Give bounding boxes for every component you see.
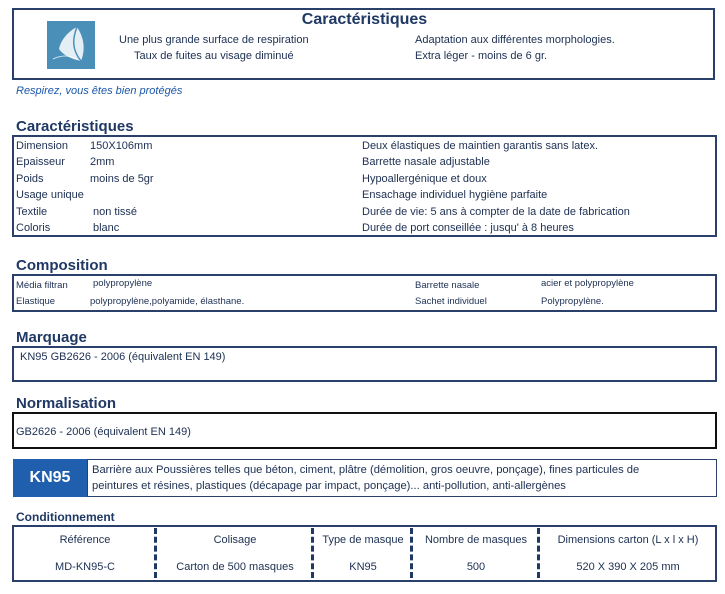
cond-divider — [537, 528, 540, 578]
spec-label-epaisseur: Epaisseur — [16, 156, 65, 168]
spec-right-2: Barrette nasale adjustable — [362, 156, 490, 168]
spec-right-4: Ensachage individuel hygiène parfaite — [362, 189, 548, 201]
cond-header-reference: Référence — [59, 534, 111, 546]
cond-value-nombre: 500 — [466, 561, 486, 573]
cond-value-type: KN95 — [349, 561, 377, 573]
tagline: Respirez, vous êtes bien protégés — [16, 85, 183, 97]
comp-label-sachet: Sachet individuel — [415, 296, 487, 307]
comp-value-media: polypropylène — [93, 278, 153, 289]
cond-header-type: Type de masque — [322, 534, 404, 546]
comp-value-sachet: Polypropylène. — [541, 296, 604, 307]
spec-label-poids: Poids — [16, 173, 44, 185]
kn95-badge-label: KN95 — [29, 469, 71, 486]
spec-value-dimension: 150X106mm — [90, 140, 153, 152]
spec-value-textile: non tissé — [93, 206, 138, 218]
spec-label-coloris: Coloris — [16, 222, 51, 234]
feature-3: Adaptation aux différentes morphologies. — [415, 34, 615, 46]
cond-value-dimensions: 520 X 390 X 205 mm — [576, 561, 680, 573]
section-title-features: Caractéristiques — [301, 11, 428, 28]
comp-value-barrette: acier et polypropylène — [541, 278, 634, 289]
spec-value-coloris: blanc — [93, 222, 120, 234]
feature-4: Extra léger - moins de 6 gr. — [415, 50, 548, 62]
spec-right-1: Deux élastiques de maintien garantis sans latex. — [362, 140, 599, 152]
comp-label-media: Média filtran — [16, 280, 68, 291]
spec-value-epaisseur: 2mm — [90, 156, 115, 168]
marquage-text: KN95 GB2626 - 2006 (équivalent EN 149) — [20, 351, 226, 363]
section-title-marquage: Marquage — [16, 329, 87, 346]
cond-divider — [311, 528, 314, 578]
cond-header-nombre: Nombre de masques — [424, 534, 528, 546]
kn95-badge — [13, 459, 87, 497]
normalisation-text: GB2626 - 2006 (équivalent EN 149) — [16, 426, 191, 438]
spec-value-poids: moins de 5gr — [90, 173, 154, 185]
mask-icon — [47, 21, 95, 69]
cond-value-colisage: Carton de 500 masques — [176, 561, 294, 573]
spec-right-6: Durée de port conseillée : jusqu' à 8 heures — [362, 222, 574, 234]
cond-divider — [410, 528, 413, 578]
feature-2: Taux de fuites au visage diminué — [134, 50, 294, 62]
spec-right-3: Hypoallergénique et doux — [362, 173, 487, 185]
section-title-composition: Composition — [16, 257, 108, 274]
section-title-conditionnement: Conditionnement — [16, 510, 115, 524]
cond-value-reference: MD-KN95-C — [55, 561, 115, 573]
cond-divider — [154, 528, 157, 578]
spec-label-dimension: Dimension — [16, 140, 68, 152]
spec-right-5: Durée de vie: 5 ans à compter de la date de fabrication — [362, 206, 630, 218]
spec-label-textile: Textile — [16, 206, 48, 218]
cond-header-colisage: Colisage — [213, 534, 257, 546]
feature-1: Une plus grande surface de respiration — [119, 34, 309, 46]
comp-label-barrette: Barrette nasale — [415, 280, 480, 291]
section-title-normalisation: Normalisation — [16, 395, 117, 412]
kn95-desc-line1: Barrière aux Poussières telles que béton, ciment, plâtre (démolition, gros oeuvre, ponçage), fines particules de — [92, 464, 640, 476]
kn95-desc-line2: peintures et résines, plastiques (décapage par impact, ponçage)... anti-pollution, anti-allergènes — [92, 480, 566, 492]
comp-value-elastique: polypropylène,polyamide, élasthane. — [90, 296, 245, 307]
section-title-specs: Caractéristiques — [16, 118, 134, 135]
comp-label-elastique: Elastique — [16, 296, 56, 307]
cond-header-dimensions: Dimensions carton (L x l x H) — [557, 534, 699, 546]
spec-label-usage: Usage unique — [16, 189, 84, 201]
